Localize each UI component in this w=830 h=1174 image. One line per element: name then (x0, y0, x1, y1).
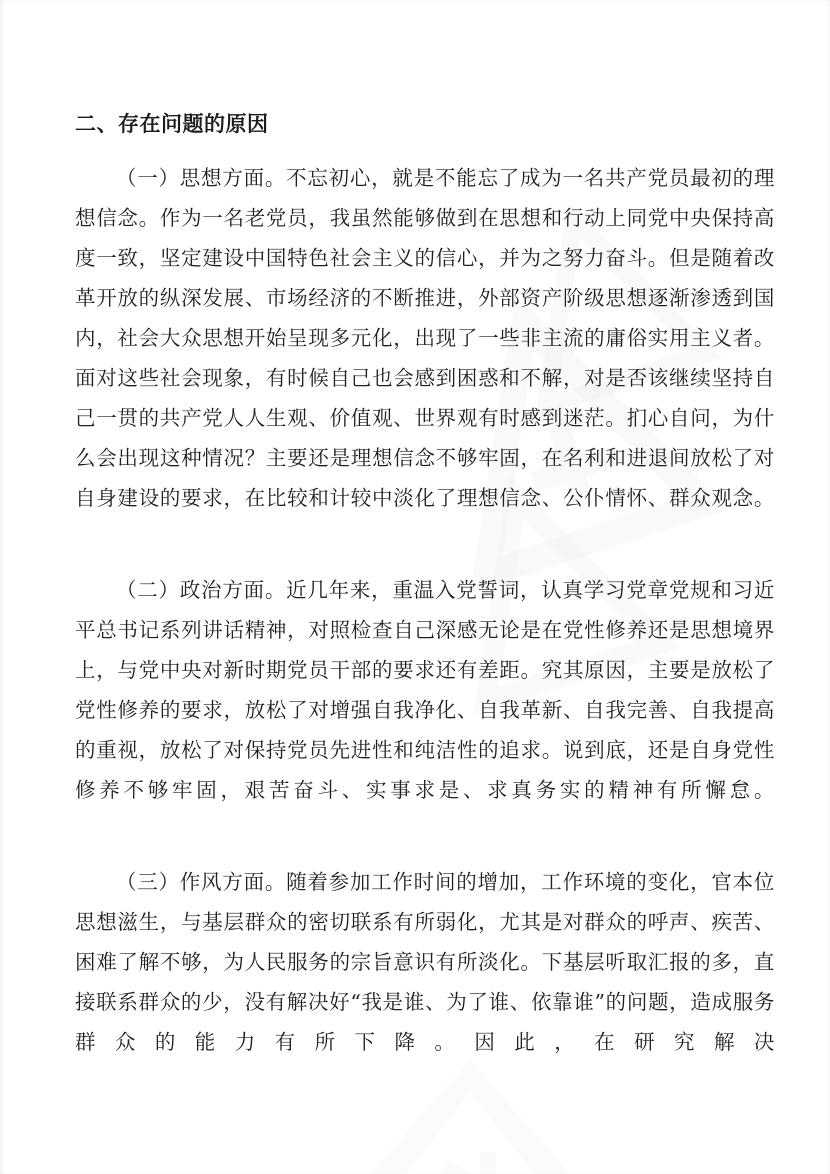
body-text-block (75, 158, 775, 1102)
paragraph-thought-aspect: （一）思想方面。不忘初心，就是不能忘了成为一名共产党员最初的理想信念。作为一名老党员，我虽然能够做到在思想和行动上同党中央保持高度一致，坚定建设中国特色社会主义的信心，并为之努力奋斗。但是随着改革开放的纵深发展、市场经济的不断推进，外部资产阶级思想逐渐渗透到国内，社会大众思想开始呈现多元化，出现了一些非主流的庸俗实用主义者。面对这些社会现象，有时候自己也会感到困惑和不解，对是否该继续坚持自己一贯的共产党人人生观、价值观、世界观有时感到迷茫。扪心自问，为什么会出现这种情况？主要还是理想信念不够牢固，在名利和进退间放松了对自身建设的要求，在比较和计较中淡化了理想信念、公仆情怀、群众观念。 (75, 166, 775, 510)
paragraph-workstyle-aspect: （三）作风方面。随着参加工作时间的增加，工作环境的变化，官本位思想滋生，与基层群众的密切联系有所弱化，尤其是对群众的呼声、疾苦、困难了解不够，为人民服务的宗旨意识有所淡化。下基层听取汇报的多，直接联系群众的少，没有解决好“我是谁、为了谁、依靠谁”的问题，造成服务群众的能力有所下降。因此，在研究解决 (75, 870, 775, 1054)
paragraph-political-aspect: （二）政治方面。近几年来，重温入党誓词，认真学习党章党规和习近平总书记系列讲话精神，对照检查自己深感无论是在党性修养还是思想境界上，与党中央对新时期党员干部的要求还有差距。究其原因，主要是放松了党性修养的要求，放松了对增强自我净化、自我革新、自我完善、自我提高的重视，放松了对保持党员先进性和纯洁性的追求。说到底，还是自身党性修养不够牢固，艰苦奋斗、实事求是、求真务实的精神有所懈怠。 (75, 578, 775, 802)
section-heading: 二、存在问题的原因 (75, 113, 269, 136)
